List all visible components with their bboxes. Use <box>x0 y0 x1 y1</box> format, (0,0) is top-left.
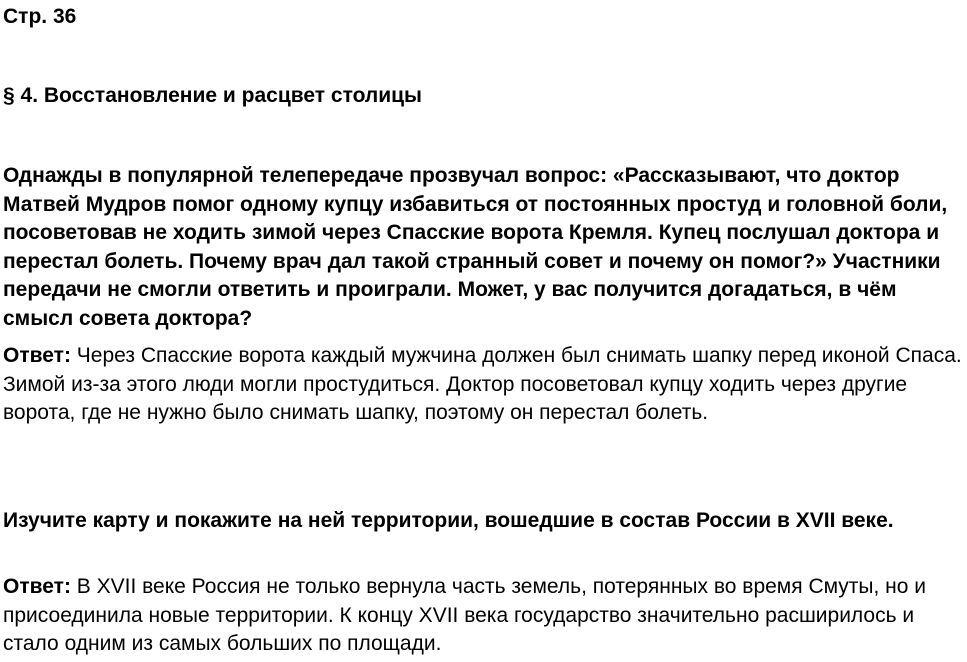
answer-2-label: Ответ: <box>3 575 71 598</box>
answer-1-text: Через Спасские ворота каждый мужчина должен был снимать шапку перед иконой Спаса. Зимой из-за этого люди могли простудиться. Доктор посоветовал купцу ходить через другие ворота, где не нужно было снимать шапку, поэтому он перестал болеть. <box>3 344 962 424</box>
answer-1-label: Ответ: <box>3 344 71 367</box>
answer-1 <box>3 342 965 428</box>
question-1: Однажды в популярной телепередаче прозвучал вопрос: «Рассказывают, что доктор Матвей Мудров помог одному купцу избавиться от постоянных простуд и головной боли, посоветовав не ходить зимой через Спасские ворота Кремля. Купец послушал доктора и перестал болеть. Почему врач дал такой странный совет и почему он помог?» Участники передачи не смогли ответить и проиграли. Может, у вас получится догадаться, в чём смысл совета доктора? <box>3 164 948 330</box>
answer-2-text: В XVII веке Россия не только вернула часть земель, потерянных во время Смуты, но и присоединила новые территории. К концу XVII века государство значительно расширилось и стало одним из самых больших по площади. <box>3 575 927 655</box>
answer-2 <box>3 573 965 659</box>
question-2: Изучите карту и покажите на ней территории, вошедшие в состав России в XVII веке. <box>3 509 894 532</box>
page-number: Стр. 36 <box>3 5 77 28</box>
section-title: § 4. Восстановление и расцвет столицы <box>3 84 422 107</box>
